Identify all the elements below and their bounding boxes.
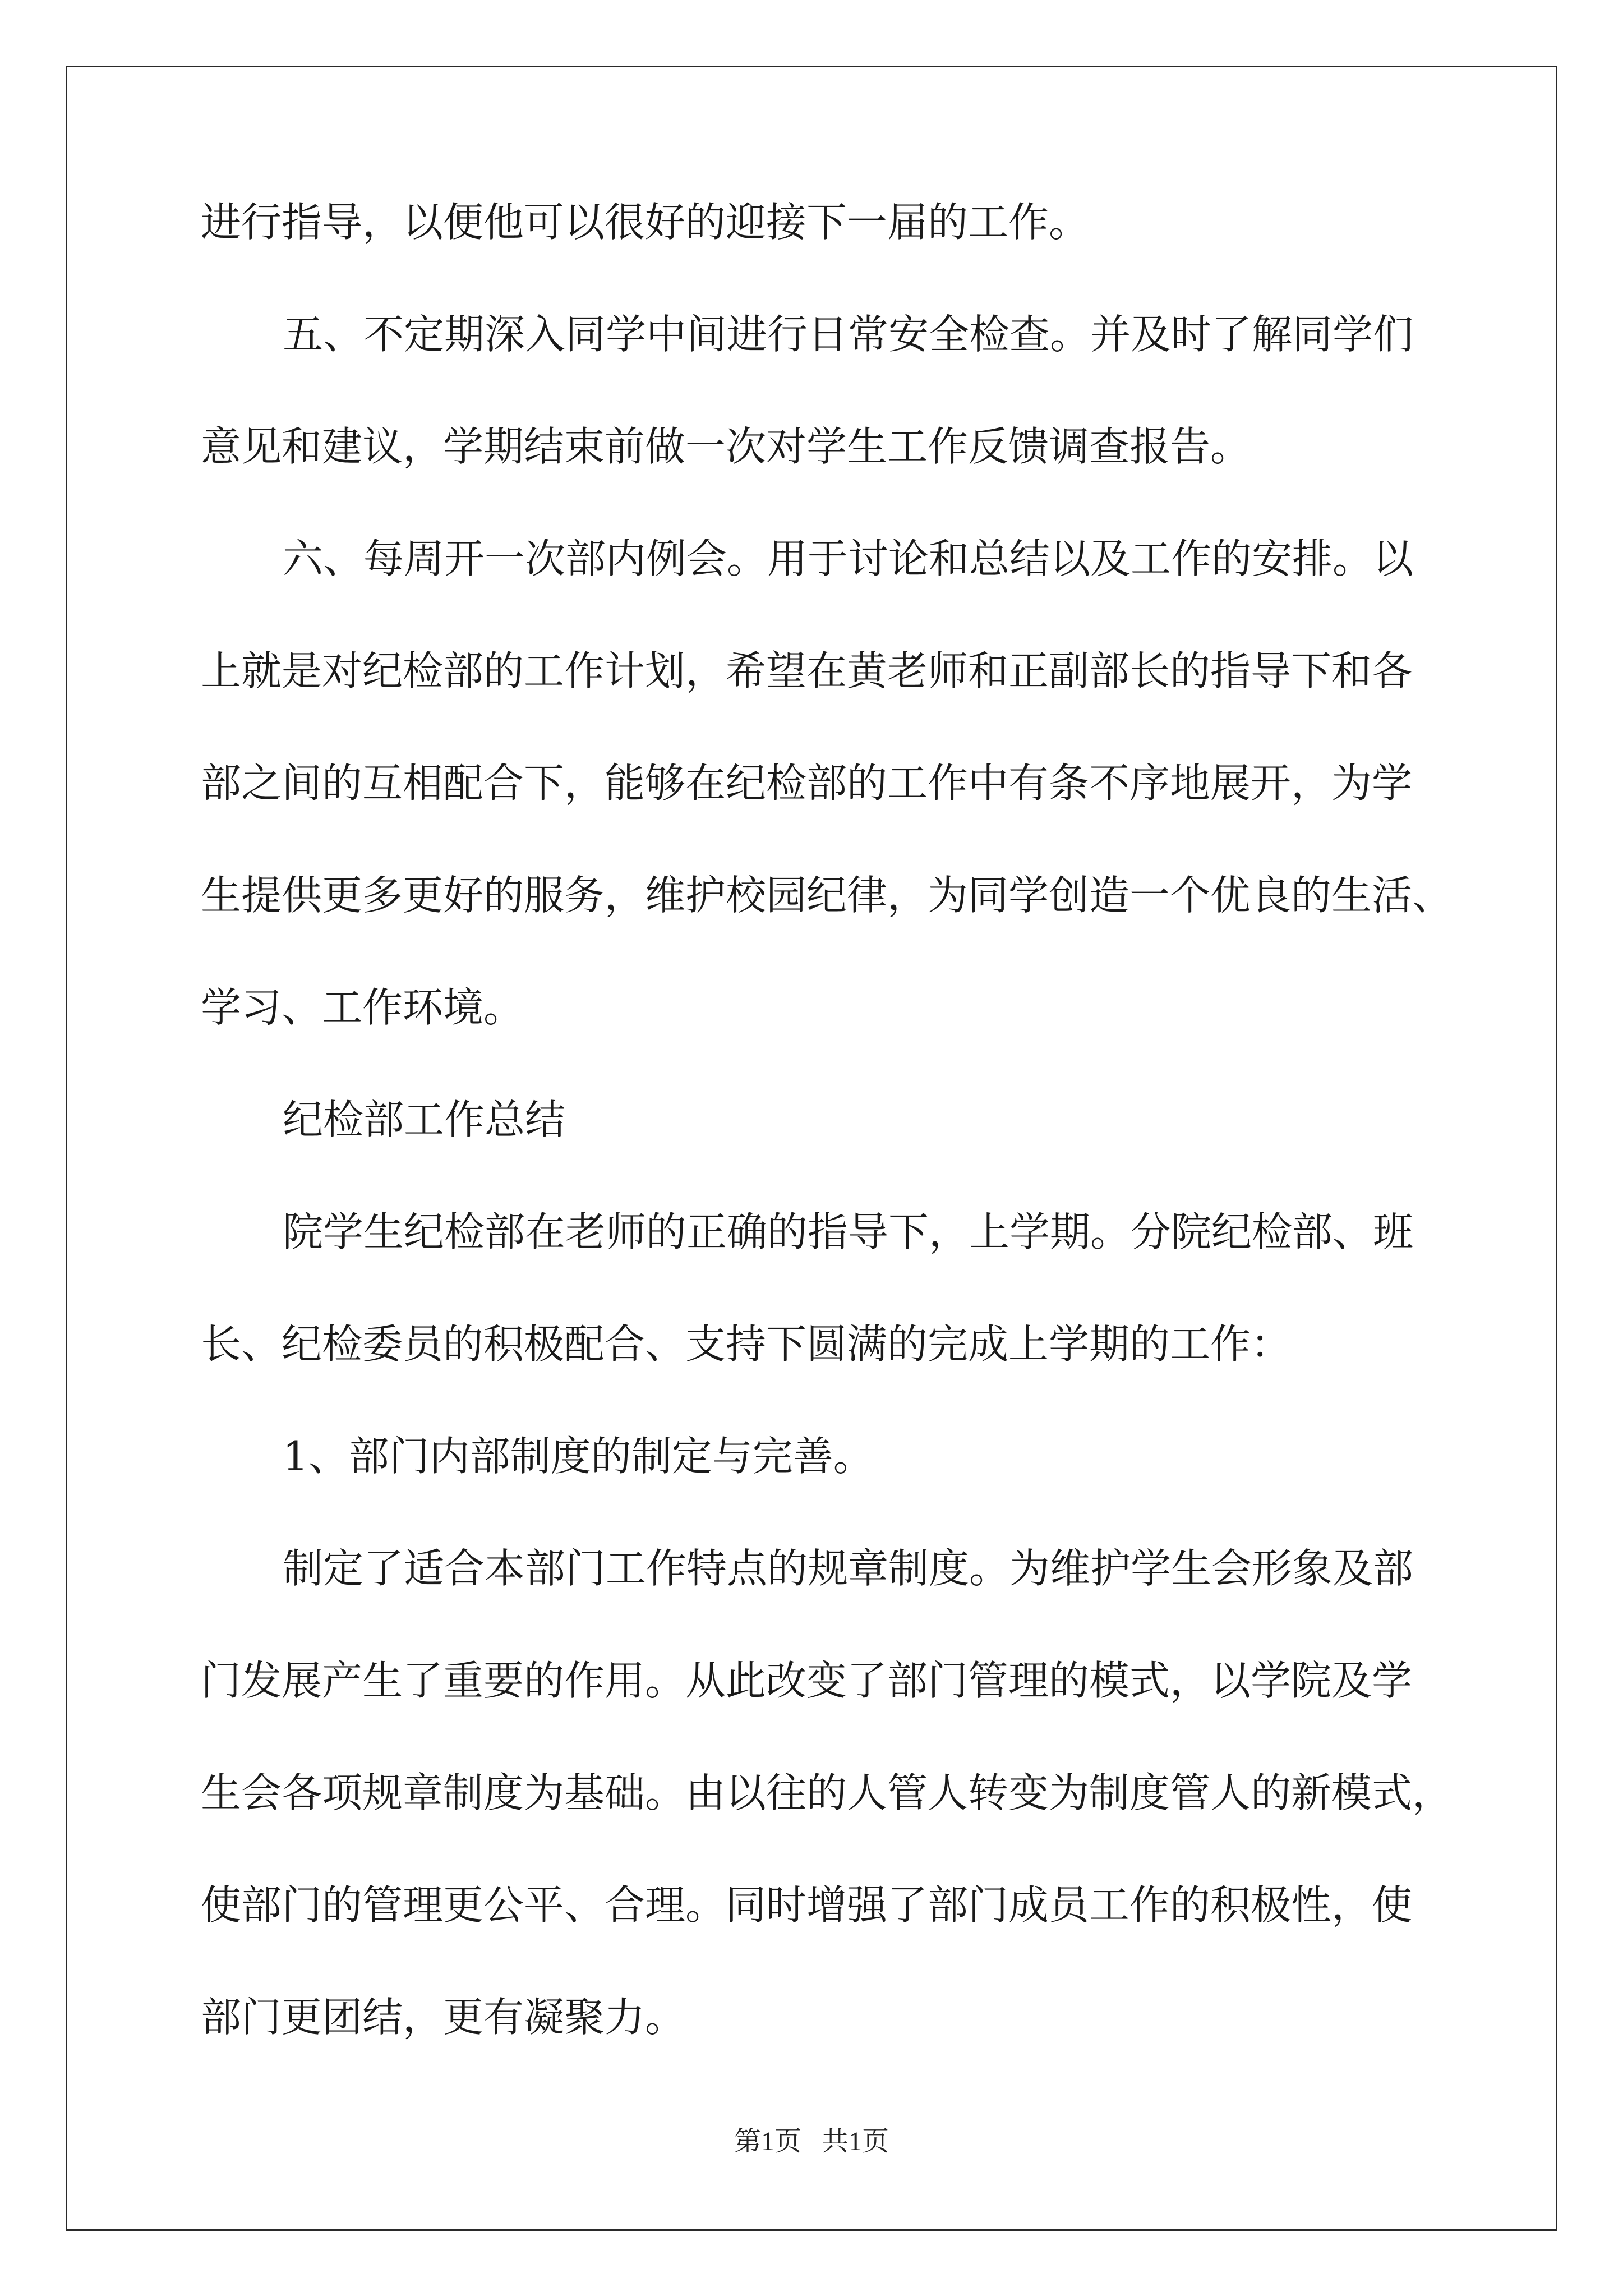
page-number-footer: 第1页 共1页 <box>734 2127 889 2156</box>
list-item-heading: 1、部门内部制度的制定与完善。 <box>283 1433 874 1480</box>
document-body <box>201 199 1457 2041</box>
text-line: 院学生纪检部在老师的正确的指导下，上学期。分院纪检部、班 <box>283 1208 1414 1255</box>
text-line: 上就是对纪检部的工作计划，希望在黄老师和正副部长的指导下和各 <box>201 647 1413 694</box>
text-line: 生会各项规章制度为基础。由以往的人管人转变为制度管人的新模式， <box>201 1769 1453 1816</box>
text-line: 学习、工作环境。 <box>201 984 524 1031</box>
text-line: 部之间的互相配合下，能够在纪检部的工作中有条不序地展开，为学 <box>201 760 1413 807</box>
text-line: 长、纪检委员的积极配合、支持下圆满的完成上学期的工作： <box>201 1320 1292 1368</box>
text-line: 生提供更多更好的服务，维护校园纪律，为同学创造一个优良的生活、 <box>201 872 1453 919</box>
text-line: 门发展产生了重要的作用。从此改变了部门管理的模式，以学院及学 <box>201 1657 1413 1704</box>
text-line: 五、不定期深入同学中间进行日常安全检查。并及时了解同学们 <box>283 311 1414 358</box>
text-line: 使部门的管理更公平、合理。同时增强了部门成员工作的积极性，使 <box>201 1881 1413 1929</box>
text-line: 制定了适合本部门工作特点的规章制度。为维护学生会形象及部 <box>283 1545 1414 1592</box>
text-line: 意见和建议，学期结束前做一次对学生工作反馈调查报告。 <box>201 423 1251 470</box>
section-heading: 纪检部工作总结 <box>283 1096 566 1143</box>
text-line: 进行指导，以便他可以很好的迎接下一届的工作。 <box>201 199 1090 246</box>
text-line: 部门更团结，更有凝聚力。 <box>201 1994 686 2041</box>
text-line: 六、每周开一次部内例会。用于讨论和总结以及工作的安排。以 <box>283 535 1414 582</box>
